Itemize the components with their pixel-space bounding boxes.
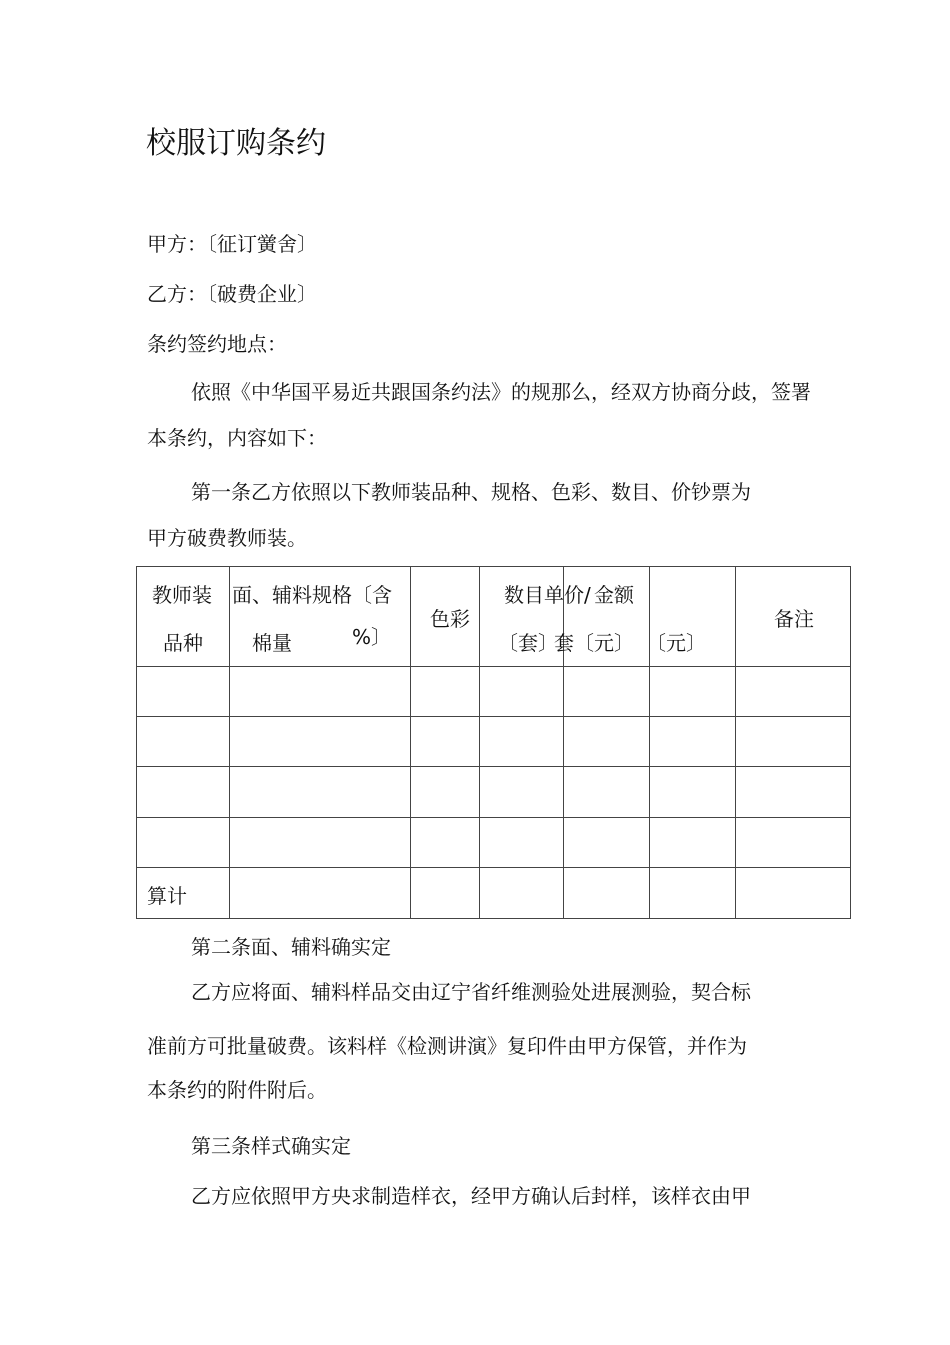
- header-uniform-type: [137, 567, 230, 667]
- header-remarks: [736, 567, 851, 667]
- header-color-label: 色彩: [430, 607, 470, 631]
- header-uniform-type-line-2: 品种: [163, 631, 203, 655]
- article-2-line-1: 乙方应将面、辅料样品交由辽宁省纤维测验处进展测验，契合标: [191, 980, 751, 1004]
- header-amount-line-2: 〔元〕: [646, 631, 706, 655]
- table-row: [137, 818, 851, 868]
- header-fabric-spec: [230, 567, 411, 667]
- header-uniform-type-line-1: 教师装: [152, 583, 212, 607]
- header-fabric-spec-line-2: 棉量: [252, 631, 292, 655]
- header-quantity: [480, 567, 564, 667]
- table-total-row: [137, 868, 851, 919]
- article-2-line-3: 本条约的附件附后。: [147, 1078, 327, 1102]
- intro-line-2: 本条约，内容如下：: [147, 426, 327, 450]
- header-quantity-line-2: 〔套〕: [498, 631, 558, 655]
- header-amount-line-1: 金额: [594, 583, 634, 607]
- header-color: [411, 567, 480, 667]
- table-row: [137, 767, 851, 818]
- party-b: 乙方：〔破费企业〕: [147, 282, 317, 306]
- uniform-order-table: [136, 566, 851, 919]
- total-label: 算计: [147, 884, 187, 908]
- party-a: 甲方：〔征订黉舍〕: [147, 232, 317, 256]
- article-3-line-1: 乙方应依照甲方央求制造样衣，经甲方确认后封样，该样衣由甲: [191, 1184, 751, 1208]
- table-row: [137, 667, 851, 717]
- article-3-heading: 第三条样式确实定: [191, 1134, 351, 1158]
- table-header-row: [137, 567, 851, 667]
- article-2-heading: 第二条面、辅料确实定: [191, 935, 391, 959]
- header-remarks-label: 备注: [774, 607, 814, 631]
- header-fabric-spec-percent: %〕: [352, 625, 392, 649]
- page-title: 校服订购条约: [146, 126, 326, 161]
- header-unit-price: [544, 567, 650, 667]
- header-unit-price-line-2: 套〔元〕: [554, 631, 634, 655]
- article-1-line-2: 甲方破费教师装。: [147, 526, 307, 550]
- article-2-line-2: 准前方可批量破费。该料样《检测讲演》复印件由甲方保管，并作为: [147, 1034, 747, 1058]
- total-label-cell: [137, 868, 230, 919]
- intro-line-1: 依照《中华国平易近共跟国条约法》的规那么，经双方协商分歧，签署: [191, 380, 811, 404]
- article-1-line-1: 第一条乙方依照以下教师装品种、规格、色彩、数目、价钞票为: [191, 480, 751, 504]
- header-unit-price-line-1: 单价/: [544, 583, 591, 607]
- table-row: [137, 717, 851, 767]
- header-quantity-line-1: 数目: [504, 583, 544, 607]
- signing-location: 条约签约地点：: [147, 332, 287, 356]
- header-fabric-spec-line-1: 面、辅料规格〔含: [232, 583, 392, 607]
